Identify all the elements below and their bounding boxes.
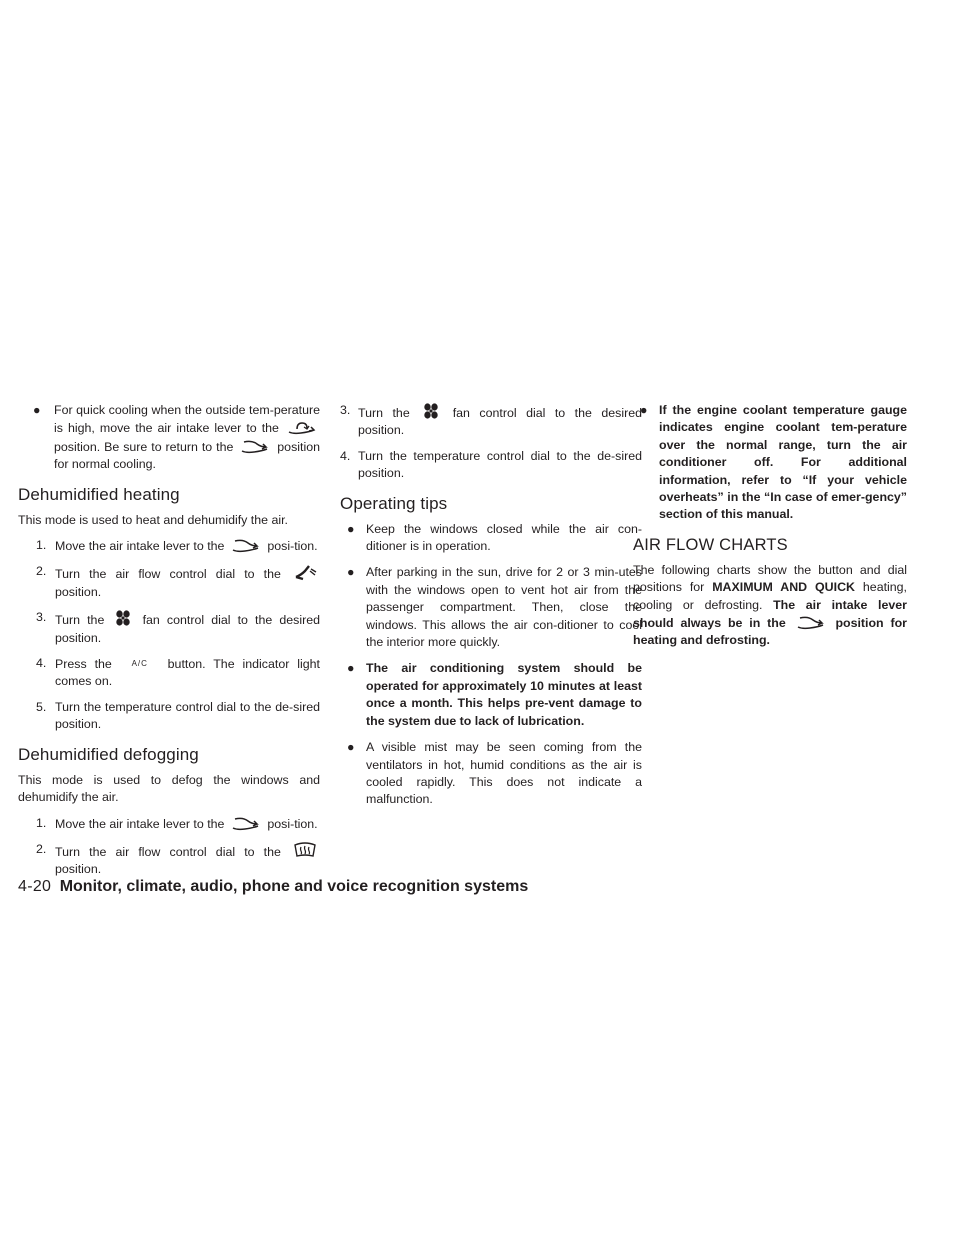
column-left: [18, 402, 320, 887]
ac-icon: A/C: [131, 659, 148, 669]
heading-dehumidified-defogging: Dehumidified defogging: [18, 744, 199, 764]
defogging-intro: This mode is used to defog the windows and dehumidify the air.: [18, 772, 320, 805]
heating-step-4: 4. Press the A/C button. The indicator light comes on.: [36, 656, 320, 689]
defogging-step-3: 3. Turn the fan control dial to the desired position.: [340, 403, 642, 438]
heading-dehumidified-heating: Dehumidified heating: [18, 484, 180, 504]
bullet-marker: ●: [33, 403, 41, 417]
heating-step-5: 5. Turn the temperature control dial to the de-sired position.: [36, 699, 320, 732]
heating-step-1: 1. Move the air intake lever to the posi-tion.: [36, 538, 318, 554]
foot-vent-icon: [293, 563, 317, 581]
defogging-step-1: 1. Move the air intake lever to the posi-tion.: [36, 815, 318, 831]
heating-step-2: 2. Turn the air flow control dial to the position.: [18, 563, 320, 601]
heading-operating-tips: Operating tips: [340, 493, 448, 513]
defrost-icon: [293, 841, 317, 859]
page-number: 4-20: [18, 878, 52, 895]
outside-air-icon: [231, 537, 261, 553]
fan-icon: [114, 609, 132, 627]
column-right: [633, 402, 907, 658]
quick-cooling-bullet: ● For quick cooling when the outside tem-perature is high, move the air intake lever to the position. Be sure to return to the position for normal cooling.: [33, 403, 320, 472]
outside-air-icon: [240, 438, 270, 454]
outside-air-icon: [796, 614, 826, 630]
tip-item: ● Keep the windows closed while the air con-ditioner is in operation.: [347, 521, 642, 554]
page-footer: [18, 877, 528, 897]
heading-air-flow-charts: AIR FLOW CHARTS: [633, 535, 788, 554]
section-title: Monitor, climate, audio, phone and voice recognition systems: [59, 878, 529, 895]
tip-item: ● After parking in the sun, drive for 2 or 3 min-utes with the windows open to vent hot air from the passenger compartment. Then, close the windows. This allows the air con-ditioner to cool the interior more quickly.: [347, 565, 642, 650]
defogging-step-2: 2. Turn the air flow control dial to the position.: [18, 841, 320, 879]
tip-item: ● A visible mist may be seen coming from the ventilators in hot, humid conditions as the air is cooled rapidly. This does not indicate a malfunction.: [347, 740, 642, 807]
recirculate-icon: [287, 419, 317, 435]
heating-step-3: 3. Turn the fan control dial to the desired position.: [36, 610, 320, 645]
tip-item-important: ● The air conditioning system should be operated for approximately 10 minutes at least once a month. This helps pre-vent damage to the system due to lack of lubrication.: [347, 661, 642, 728]
defogging-step-4: 4. Turn the temperature control dial to the de-sired position.: [340, 448, 642, 481]
fan-icon: [422, 402, 440, 420]
air-flow-intro: The following charts show the button and dial positions for MAXIMUM AND QUICK heating, cooling or defrosting. The air intake lever should always be in the position for heating and defrosting.: [633, 562, 907, 648]
outside-air-icon: [231, 815, 261, 831]
heating-intro: This mode is used to heat and dehumidify the air.: [18, 512, 288, 527]
coolant-warning: ● If the engine coolant temperature gauge indicates engine coolant tem-perature over the normal range, turn the air conditioner off. For additional information, refer to “If your vehicle overheats” in the “In case of emer-gency” section of this manual.: [640, 403, 907, 522]
column-middle: [340, 402, 642, 818]
